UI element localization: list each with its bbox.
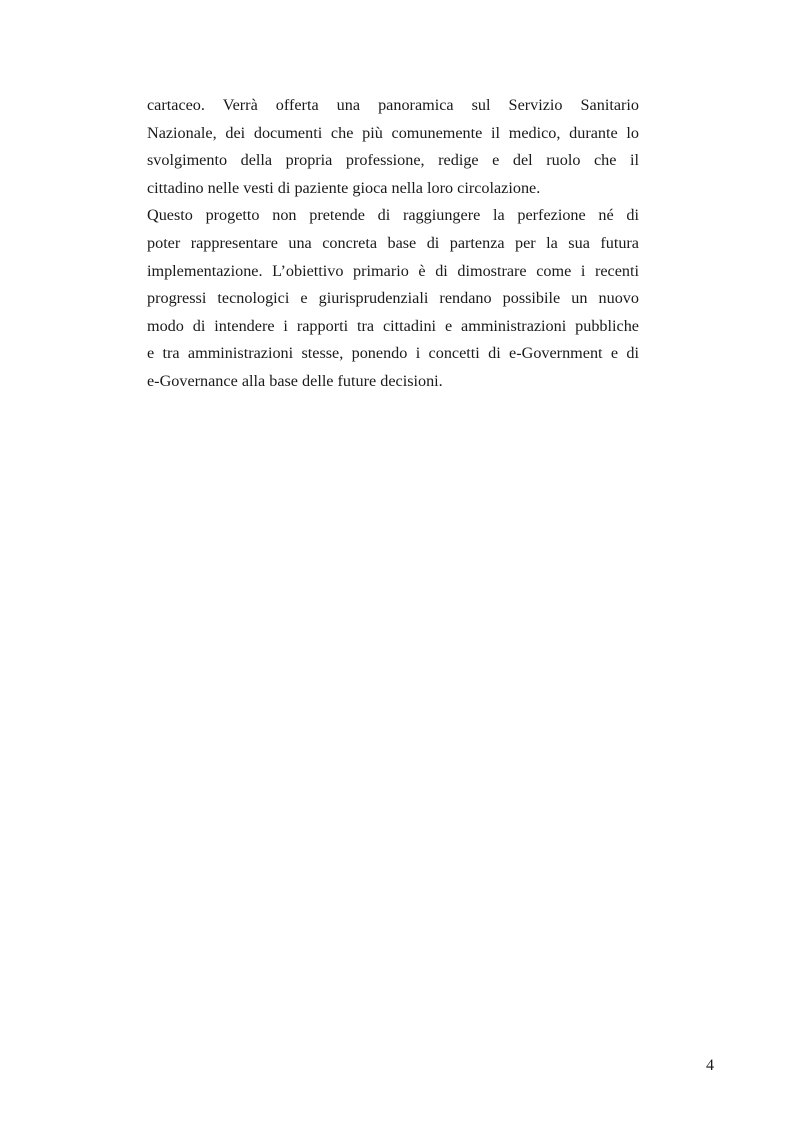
text-line: progressi tecnologici e giurisprudenziali rendano possibile un nuovo [147,289,639,308]
text-line: modo di intendere i rapporti tra cittadini e amministrazioni pubbliche [147,316,639,335]
text-line: poter rappresentare una concreta base di partenza per la sua futura [147,233,639,252]
body-text [147,92,639,396]
text-line: e-Governance alla base delle future decisioni. [147,371,443,390]
page-number: 4 [706,1057,714,1074]
text-line: Questo progetto non pretende di raggiungere la perfezione né di [147,206,639,225]
paragraph-1 [147,92,639,202]
text-line: e tra amministrazioni stesse, ponendo i concetti di e-Government e di [147,344,639,363]
text-line: cartaceo. Verrà offerta una panoramica sul Servizio Sanitario [147,96,639,114]
text-line: svolgimento della propria professione, redige e del ruolo che il [147,151,639,170]
paragraph-2 [147,202,639,395]
text-line: implementazione. L’obiettivo primario è di dimostrare come i recenti [147,261,639,280]
text-line: Nazionale, dei documenti che più comunemente il medico, durante lo [147,123,639,142]
text-line: cittadino nelle vesti di paziente gioca nella loro circolazione. [147,178,541,197]
